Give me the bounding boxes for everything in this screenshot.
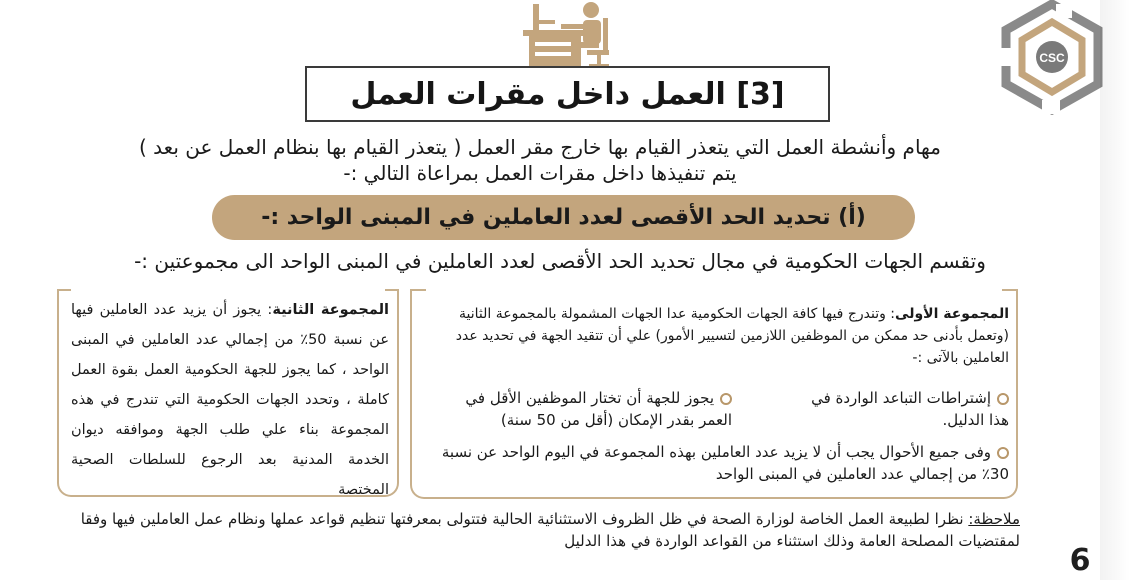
bullet-distancing: إشتراطات التباعد الواردة في هذا الدليل. [811, 389, 1009, 429]
note-label: ملاحظة: [968, 510, 1020, 528]
groups-intro: وتقسم الجهات الحكومية في مجال تحديد الحد الأقصى لعدد العاملين في المبنى الواحد الى مجموعتين :- [134, 249, 986, 273]
bullet-age: يجوز للجهة أن تختار الموظفين الأقل في العمر بقدر الإمكان (أقل من 50 سنة) [465, 389, 732, 429]
csc-logo [990, 0, 1115, 115]
intro-line-2: يتم تنفيذها داخل مقرات العمل بمراعاة التالي :- [343, 161, 737, 185]
title-box [305, 66, 830, 122]
page-title: [3] العمل داخل مقرات العمل [350, 76, 785, 112]
bullet-max-percentage: وفى جميع الأحوال يجب أن لا يزيد عدد العاملين بهذه المجموعة في اليوم الواحد عن نسبة 30٪ من إجمالي عدد العاملين في المبنى الواحد [441, 443, 1009, 483]
group-one-text [432, 303, 1009, 369]
group-two-text [71, 295, 389, 505]
bullet-ring-icon [720, 393, 732, 405]
group-two-label: المجموعة الثانية [272, 302, 389, 318]
note-paragraph [60, 508, 1020, 552]
group-one-bullets [432, 387, 1009, 431]
group-two-body: : يجوز أن يزيد عدد العاملين فيها عن نسبة 50٪ من إجمالي عدد العاملين في المبنى الواحد ، كما يجوز للجهة الحكومية العمل بقوة العمل كاملة ، وتحدد الجهات الحكومية التي تندرج في هذه المجموعة بناء علي طلب الجهة وموافقه ديوان الخدمة المدنية بعد الرجوع للسلطات الصحية المختصة [71, 302, 389, 498]
section-a-heading [212, 195, 915, 240]
section-a-label: (أ) تحديد الحد الأقصى لعدد العاملين في المبنى الواحد :- [261, 205, 866, 230]
intro-line-1: مهام وأنشطة العمل التي يتعذر القيام بها خارج مقر العمل ( يتعذر القيام بها بنظام العمل عن بعد ) [139, 135, 941, 159]
logo-text: CSC [1039, 51, 1065, 65]
card-border-segment [59, 289, 71, 291]
card-border-segment [1002, 289, 1016, 291]
bullet-ring-icon [997, 393, 1009, 405]
group-two-card [57, 289, 399, 497]
page-number: 6 [1069, 543, 1091, 578]
page-edge-shade [1100, 0, 1130, 580]
group-one-label: المجموعة الأولى [895, 306, 1009, 322]
card-border-segment [412, 289, 426, 291]
group-one-body: : وتندرج فيها كافة الجهات الحكومية عدا الجهات المشمولة بالمجموعة الثانية (وتعمل بأدنى حد ممكن من الموظفين اللازمين لتسيير الأمور) علي أن تتقيد الجهة في تحديد عدد العاملين بالآتى :- [455, 306, 1009, 366]
bullet-ring-icon [997, 447, 1009, 459]
group-one-card [410, 289, 1018, 499]
note-text: نظرا لطبيعة العمل الخاصة لوزارة الصحة في ظل الظروف الاستثنائية الحالية فتتولى بمعرفتها تنظيم قواعد عملها ونظام عمل العاملين فيها وفقا لمقتضيات المصلحة العامة وذلك استثناء من القواعد الواردة في هذا الدليل [80, 510, 1020, 550]
intro-paragraph [60, 134, 1020, 186]
desk-worker-icon [505, 0, 635, 70]
card-border-segment [385, 289, 397, 291]
